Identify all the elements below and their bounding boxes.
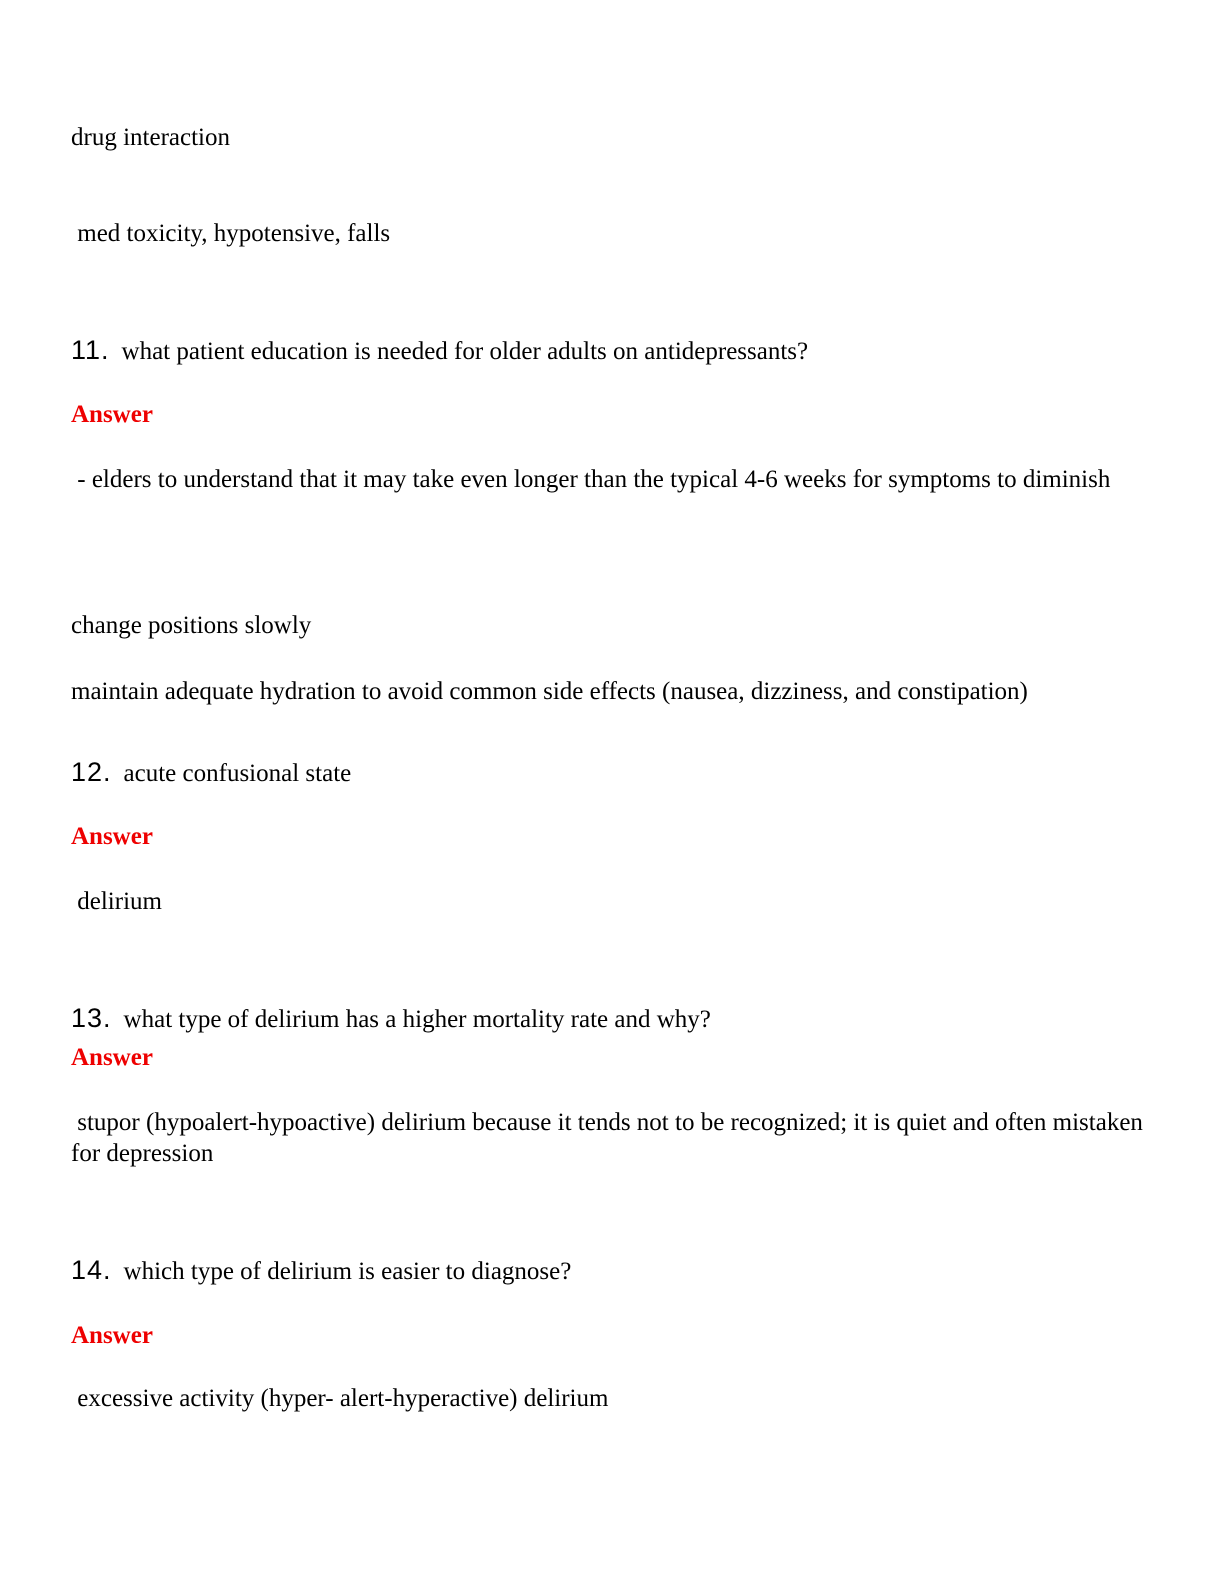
question-number: 14. (71, 1255, 112, 1285)
answer-label: Answer (71, 401, 153, 428)
question-number: 12. (71, 757, 112, 787)
question-text: acute confusional state (123, 760, 352, 787)
answer-text: stupor (hypoalert-hypoactive) delirium because it tends not to be recognized; it is quiet and often mistaken for depression (71, 1109, 1150, 1167)
answer-label: Answer (71, 823, 153, 850)
question-14 (71, 1255, 1151, 1287)
answer-text: change positions slowly (71, 612, 312, 639)
answer-text: excessive activity (hyper- alert-hyperactive) delirium (71, 1385, 609, 1412)
answer-text: maintain adequate hydration to avoid common side effects (nausea, dizziness, and constipation) (71, 678, 1028, 705)
question-number: 11. (71, 335, 110, 365)
question-12 (71, 757, 1151, 789)
question-text: what type of delirium has a higher mortality rate and why? (123, 1006, 711, 1033)
answer-text: delirium (71, 888, 162, 915)
answer-label: Answer (71, 1044, 153, 1071)
question-13 (71, 1003, 1151, 1035)
question-11 (71, 335, 1151, 367)
answer-label: Answer (71, 1322, 153, 1349)
question-text: what patient education is needed for older adults on antidepressants? (121, 338, 809, 365)
answer-text: - elders to understand that it may take even longer than the typical 4-6 weeks for symptoms to diminish (71, 466, 1111, 493)
question-number: 13. (71, 1003, 112, 1033)
intro-text: drug interaction (71, 124, 230, 151)
question-text: which type of delirium is easier to diagnose? (123, 1258, 572, 1285)
intro-answer-text: med toxicity, hypotensive, falls (71, 220, 391, 247)
